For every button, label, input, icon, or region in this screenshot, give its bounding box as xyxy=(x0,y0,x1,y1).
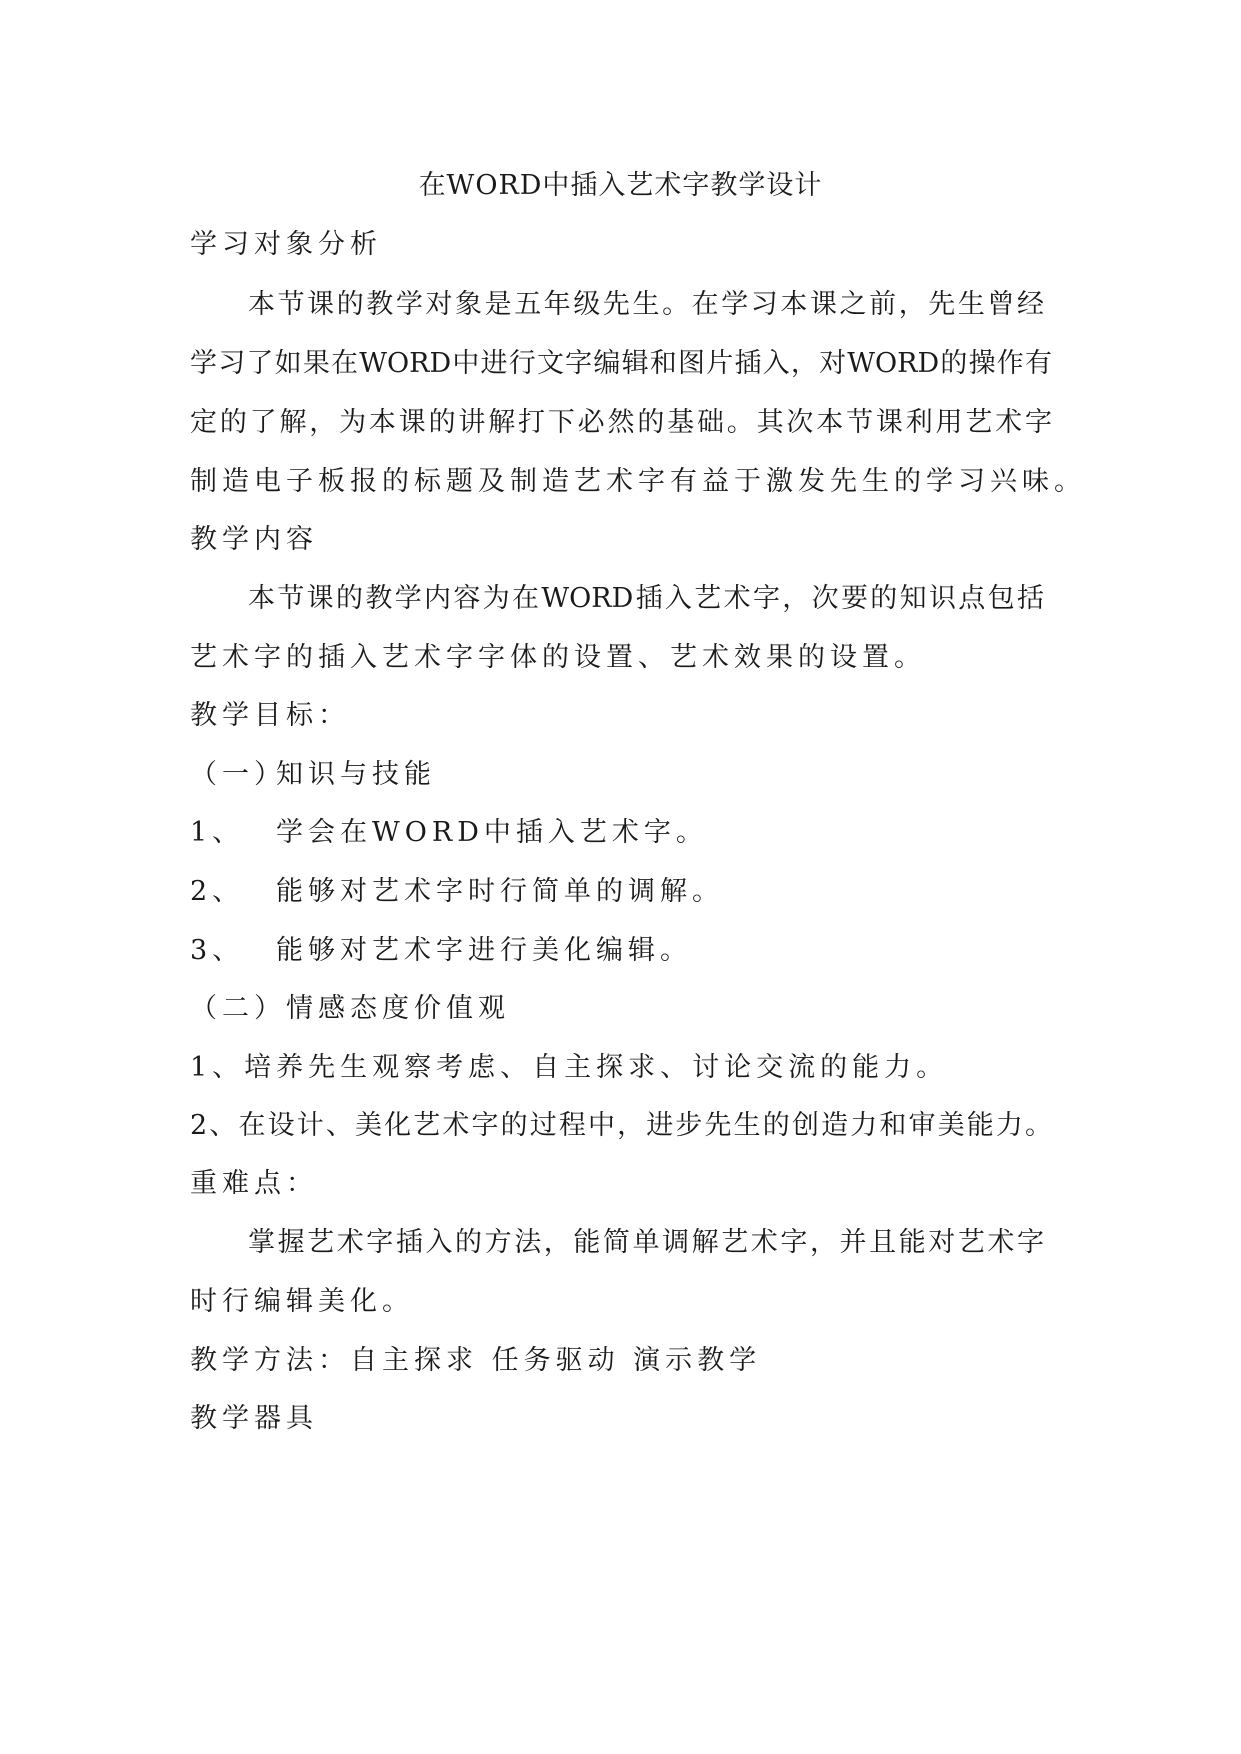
list-item-text: 学会在WORD中插入艺术字。 xyxy=(276,817,708,848)
list-item xyxy=(190,928,692,967)
list-item xyxy=(190,810,708,849)
list-item: 2、在设计、美化艺术字的过程中，进步先生的创造力和审美能力。 xyxy=(190,1110,1052,1141)
subheading-label: （一） xyxy=(190,759,286,790)
list-item xyxy=(190,869,724,908)
paragraph-line: 掌握艺术字插入的方法，能简单调解艺术字，并且能对艺术字 xyxy=(248,1227,1044,1258)
paragraph-line: 本节课的教学对象是五年级先生。在学习本课之前，先生曾经 xyxy=(248,289,1044,320)
paragraph-line: 定的了解，为本课的讲解打下必然的基础。其次本节课利用艺术字 xyxy=(190,407,1052,438)
list-item-text: 能够对艺术字时行简单的调解。 xyxy=(276,876,724,907)
paragraph-line: 学习了如果在WORD中进行文字编辑和图片插入，对WORD的操作有 xyxy=(190,348,1052,379)
list-item-text: 能够对艺术字进行美化编辑。 xyxy=(276,935,692,966)
subheading-knowledge-skills xyxy=(190,752,436,791)
heading-key-points: 重难点： xyxy=(190,1168,318,1199)
paragraph-line: 本节课的教学内容为在WORD插入艺术字，次要的知识点包括 xyxy=(248,583,1044,614)
paragraph-line: 艺术字的插入艺术字字体的设置、艺术效果的设置。 xyxy=(190,642,926,673)
list-item: 1、培养先生观察考虑、自主探求、讨论交流的能力。 xyxy=(190,1052,949,1083)
heading-content: 教学内容 xyxy=(190,524,318,555)
subheading-text: 知识与技能 xyxy=(276,759,436,790)
subheading-attitude-values: （二）情感态度价值观 xyxy=(190,993,510,1024)
heading-goals: 教学目标： xyxy=(190,700,350,731)
heading-learner-analysis: 学习对象分析 xyxy=(190,229,382,260)
heading-teaching-tools: 教学器具 xyxy=(190,1403,318,1434)
list-item-number: 1、 xyxy=(190,817,245,848)
document-title: 在WORD中插入艺术字教学设计 xyxy=(418,170,823,201)
list-item-number: 3、 xyxy=(190,935,245,966)
paragraph-line: 制造电子板报的标题及制造艺术字有益于激发先生的学习兴味。 xyxy=(190,466,1086,497)
list-item-number: 2、 xyxy=(190,876,245,907)
teaching-methods: 教学方法：自主探求 任务驱动 演示教学 xyxy=(190,1345,762,1376)
paragraph-line: 时行编辑美化。 xyxy=(190,1286,414,1317)
